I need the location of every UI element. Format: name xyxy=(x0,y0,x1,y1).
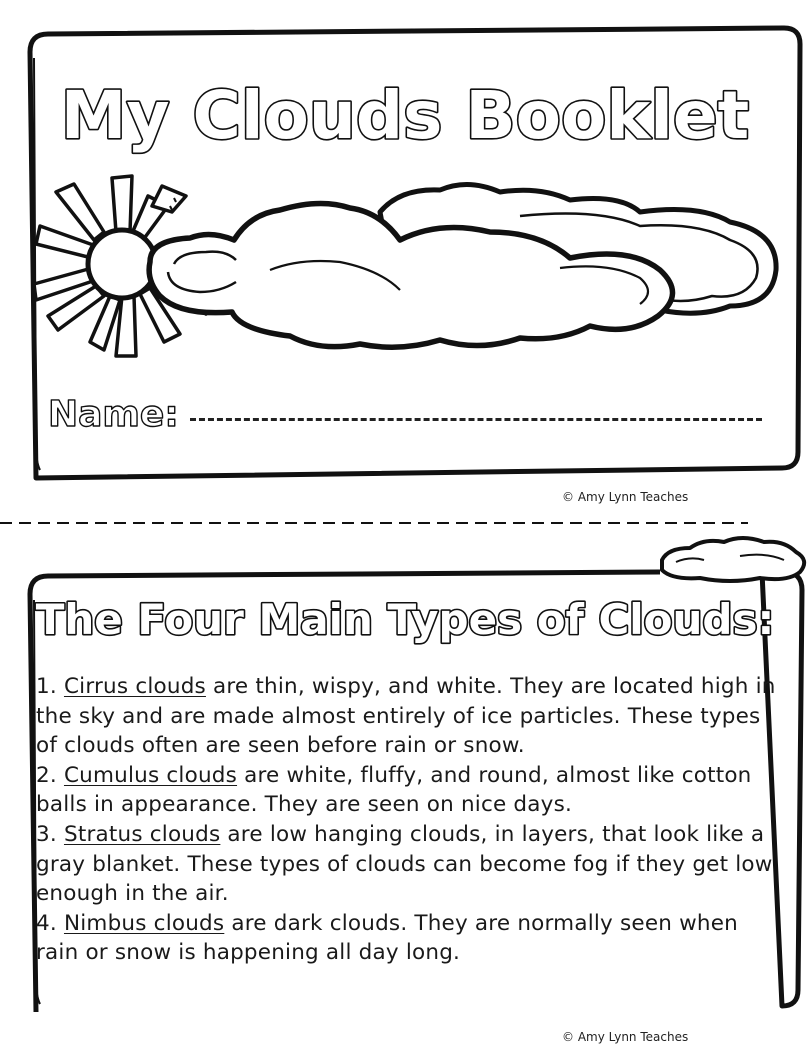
item-term: Cirrus clouds xyxy=(63,674,206,699)
list-item xyxy=(36,820,778,909)
item-number: 1. xyxy=(36,674,57,699)
item-description: are white, fluffy, and round, almost like cotton balls in appearance. They are seen on nice days. xyxy=(36,762,752,818)
item-description: are low hanging clouds, in layers, that look like a gray blanket. These types of clouds can become fog if they get low enough in the air. xyxy=(36,821,773,907)
item-number: 2. xyxy=(36,762,57,788)
list-item xyxy=(36,672,778,761)
name-label: Name: xyxy=(48,394,179,435)
list-item xyxy=(36,909,778,968)
item-description: are thin, wispy, and white. They are located high in the sky and are made almost entirely of ice particles. These types of clouds often are seen before rain or snow. xyxy=(36,674,776,759)
name-blank-line[interactable] xyxy=(190,418,762,421)
copyright-bottom: © Amy Lynn Teaches xyxy=(562,1030,689,1044)
types-title: The Four Main Types of Clouds: xyxy=(35,595,775,644)
small-cloud-icon xyxy=(662,538,804,581)
item-number: 4. xyxy=(36,910,57,936)
copyright-top: © Amy Lynn Teaches xyxy=(562,490,689,504)
list-item xyxy=(36,761,778,820)
item-term: Stratus clouds xyxy=(63,821,221,847)
booklet-title: My Clouds Booklet xyxy=(60,77,750,154)
item-term: Cumulus clouds xyxy=(63,762,238,788)
cloud-icon xyxy=(149,184,776,347)
item-number: 3. xyxy=(36,821,57,847)
cloud-types-list xyxy=(36,672,778,968)
item-term: Nimbus clouds xyxy=(63,910,225,936)
item-description: are dark clouds. They are normally seen when rain or snow is happening all day long. xyxy=(36,910,738,966)
